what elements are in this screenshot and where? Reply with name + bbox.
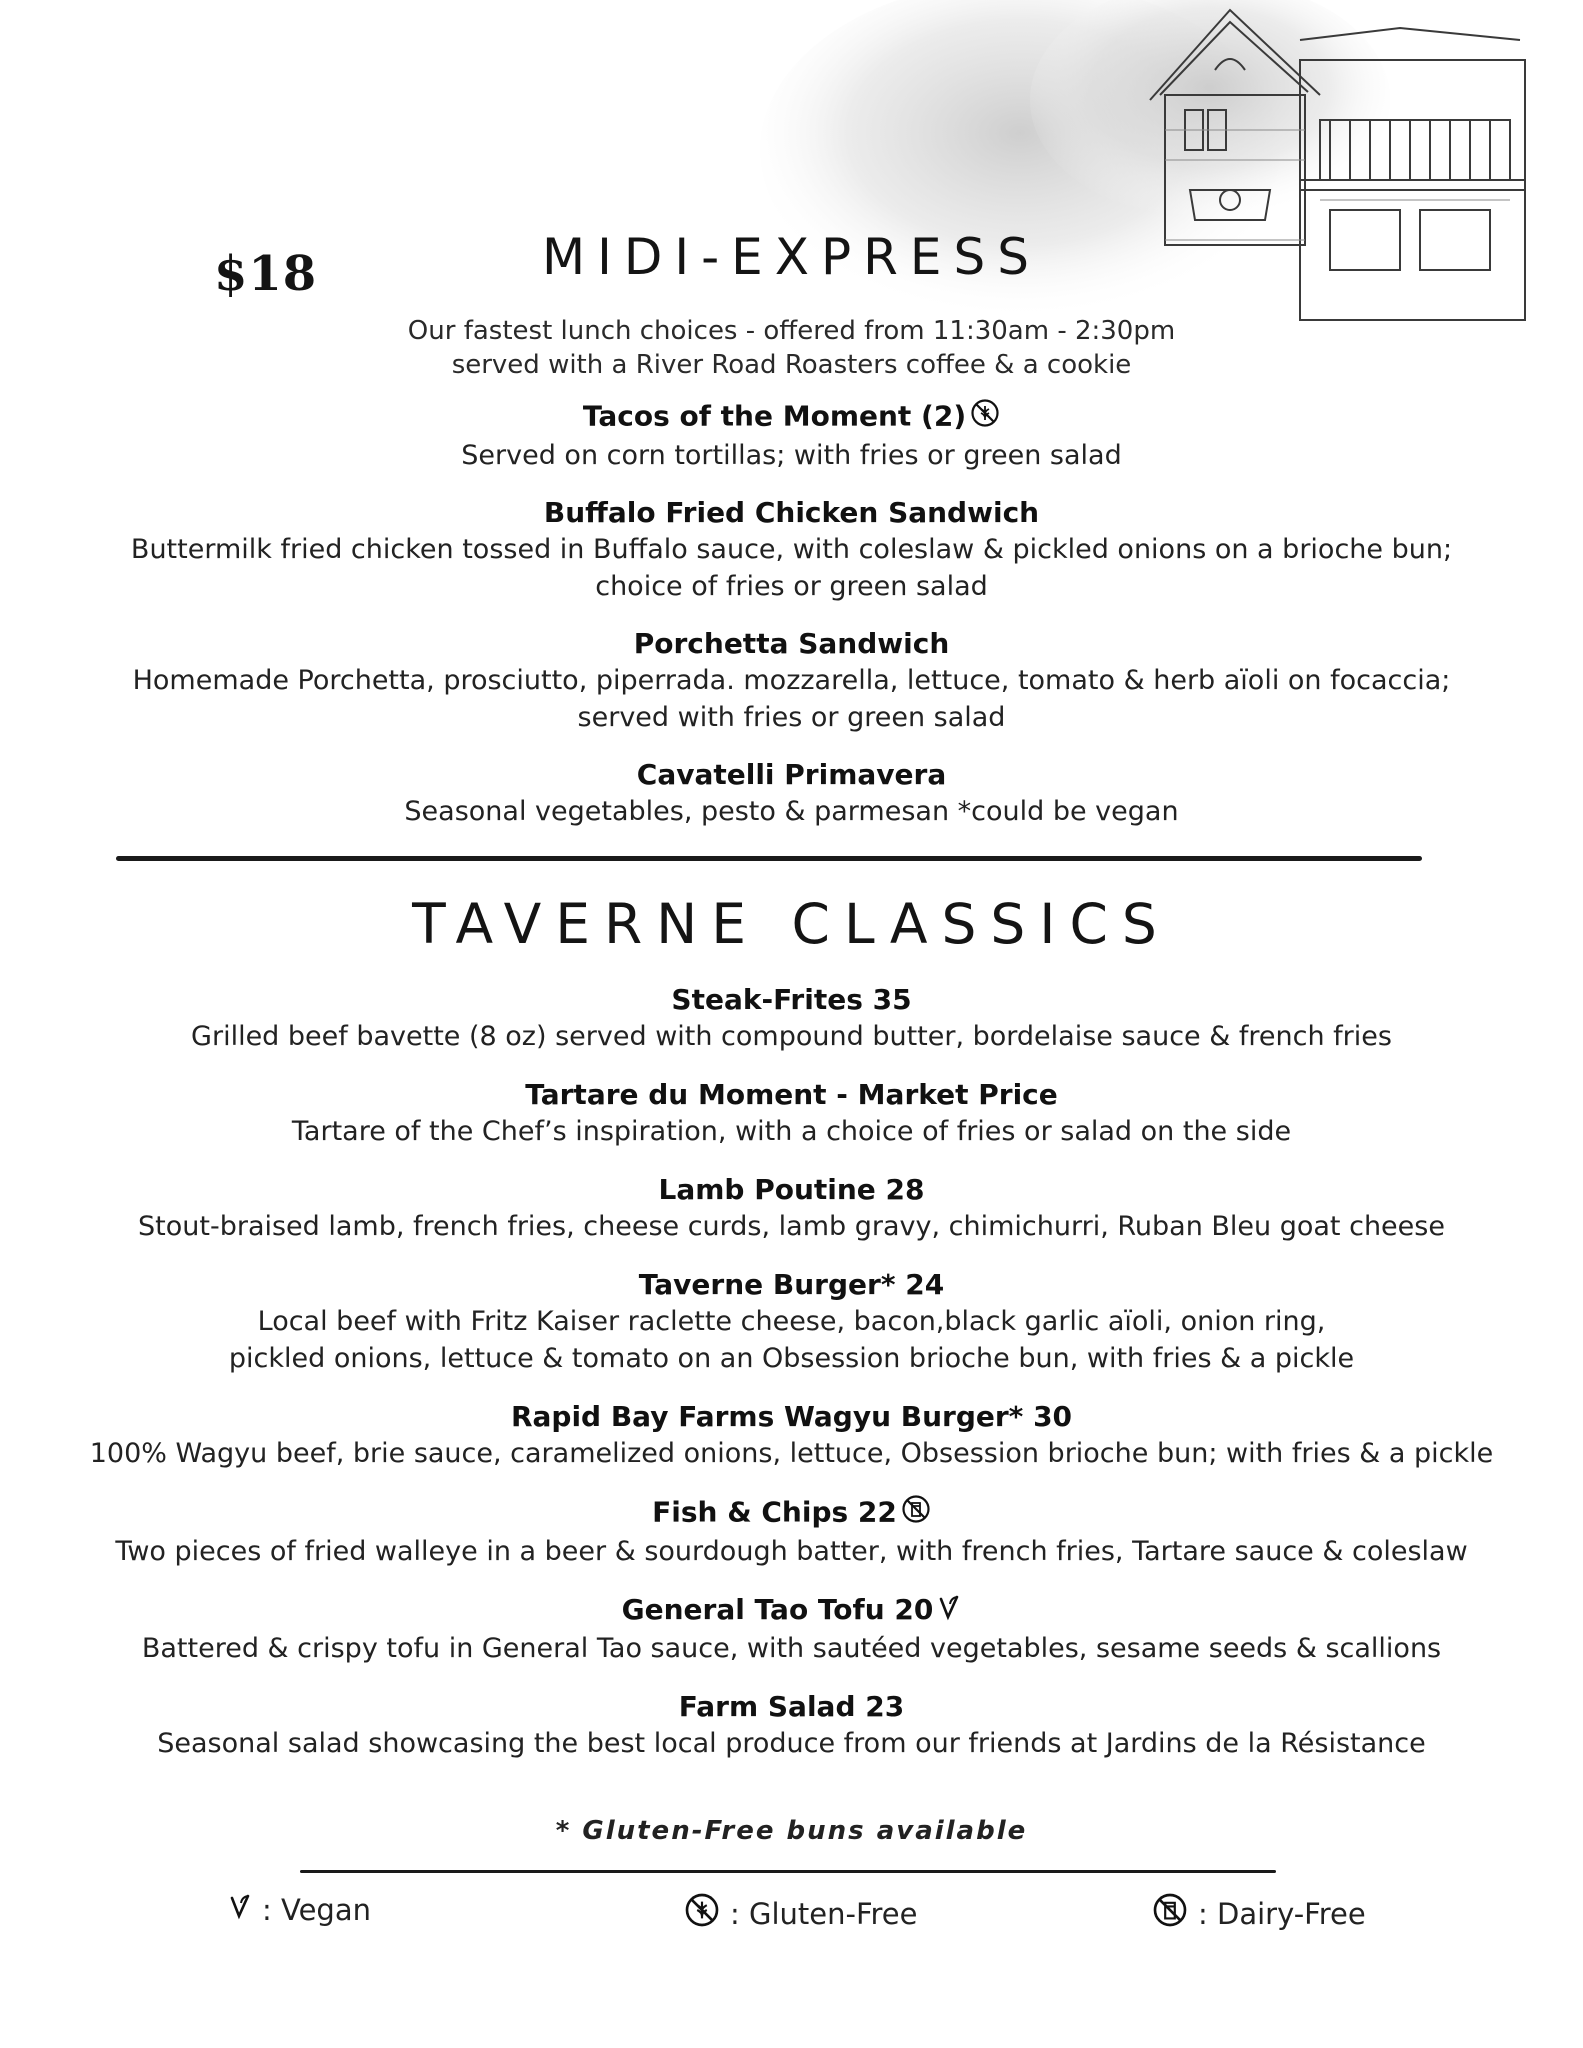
menu-item-description: Grilled beef bavette (8 oz) served with compound butter, bordelaise sauce & french fries <box>191 1021 1392 1052</box>
dairy-free-icon <box>901 1494 931 1533</box>
menu-item-name: Tacos of the Moment (2) <box>0 398 1583 437</box>
midi-express-subtitle <box>0 314 1583 382</box>
menu-item-name: Buffalo Fried Chicken Sandwich <box>543 496 1040 529</box>
lunch-price: $18 <box>214 246 318 302</box>
menu-item-description: Buttermilk fried chicken tossed in Buffalo sauce, with coleslaw & pickled onions on a brioche bun; choice of fries or green salad <box>130 534 1453 602</box>
section-title-midi-express: MIDI-EXPRESS <box>542 228 1041 286</box>
menu-item-name: Lamb Poutine 28 <box>658 1173 925 1206</box>
gluten-free-icon <box>684 1892 720 1935</box>
menu-item <box>0 1494 1583 1570</box>
menu-item-name: Taverne Burger* 24 <box>638 1268 945 1301</box>
legend-gluten-free <box>684 1892 918 1935</box>
menu-item-name: Steak-Frites 35 <box>671 983 912 1016</box>
subtitle-line-2: served with a River Road Roasters coffee & a cookie <box>451 350 1132 380</box>
legend-vegan <box>228 1892 371 1927</box>
menu-item <box>0 1399 1583 1472</box>
menu-item-description: Local beef with Fritz Kaiser raclette cheese, bacon,black garlic aïoli, onion ring, pickled onions, lettuce & tomato on an Obsession brioche bun, with fries & a pickle <box>228 1306 1355 1374</box>
menu-item <box>0 495 1583 605</box>
vegan-icon <box>228 1892 252 1927</box>
menu-item-description: Stout-braised lamb, french fries, cheese curds, lamb gravy, chimichurri, Ruban Bleu goat cheese <box>138 1211 1445 1242</box>
menu-item <box>0 1267 1583 1377</box>
menu-item-name: Fish & Chips 22 <box>0 1494 1583 1533</box>
menu-item <box>0 982 1583 1055</box>
legend-vegan-label: : Vegan <box>262 1892 371 1927</box>
menu-item-name: Rapid Bay Farms Wagyu Burger* 30 <box>510 1400 1073 1433</box>
footer-divider <box>300 1870 1276 1873</box>
section-divider <box>116 856 1422 861</box>
dairy-free-icon <box>1152 1892 1188 1935</box>
menu-item <box>0 1689 1583 1762</box>
menu-item-description: Battered & crispy tofu in General Tao sauce, with sautéed vegetables, sesame seeds & scallions <box>141 1632 1442 1664</box>
menu-item-name: Cavatelli Primavera <box>636 758 947 791</box>
legend-dairy-free-label: : Dairy-Free <box>1198 1896 1366 1931</box>
gluten-free-icon <box>970 398 1000 437</box>
subtitle-line-1: Our fastest lunch choices - offered from 11:30am - 2:30pm <box>407 316 1176 346</box>
menu-item <box>0 1077 1583 1150</box>
menu-item-name: Tartare du Moment - Market Price <box>525 1078 1058 1111</box>
menu-item <box>0 398 1583 474</box>
menu-item-description: Two pieces of fried walleye in a beer & sourdough batter, with french fries, Tartare sauce & coleslaw <box>115 1536 1468 1567</box>
menu-item-description: Tartare of the Chef’s inspiration, with a choice of fries or salad on the side <box>291 1116 1292 1147</box>
menu-item <box>0 757 1583 830</box>
menu-item <box>0 1172 1583 1245</box>
taverne-classics-items <box>0 982 1583 1784</box>
menu-item-description: Seasonal salad showcasing the best local produce from our friends at Jardins de la Résistance <box>157 1727 1426 1759</box>
vegan-icon <box>937 1593 961 1630</box>
menu-item-description: 100% Wagyu beef, brie sauce, caramelized onions, lettuce, Obsession brioche bun; with fries & a pickle <box>89 1438 1494 1469</box>
menu-item <box>0 1592 1583 1667</box>
menu-item-name: Farm Salad 23 <box>678 1689 905 1723</box>
section-title-taverne-classics: TAVERNE CLASSICS <box>412 892 1171 956</box>
menu-item-name: Porchetta Sandwich <box>633 627 950 660</box>
menu-item-description: Seasonal vegetables, pesto & parmesan *could be vegan <box>404 796 1179 827</box>
menu-item-name: General Tao Tofu 20 <box>0 1592 1583 1630</box>
gluten-free-buns-note: * Gluten-Free buns available <box>555 1816 1028 1846</box>
midi-express-items <box>0 398 1583 851</box>
menu-item-description: Served on corn tortillas; with fries or green salad <box>461 440 1122 471</box>
legend-gluten-free-label: : Gluten-Free <box>730 1896 918 1931</box>
menu-item <box>0 626 1583 736</box>
menu-item-description: Homemade Porchetta, prosciutto, piperrada. mozzarella, lettuce, tomato & herb aïoli on focaccia; served with fries or green salad <box>132 665 1451 733</box>
legend-dairy-free <box>1152 1892 1366 1935</box>
